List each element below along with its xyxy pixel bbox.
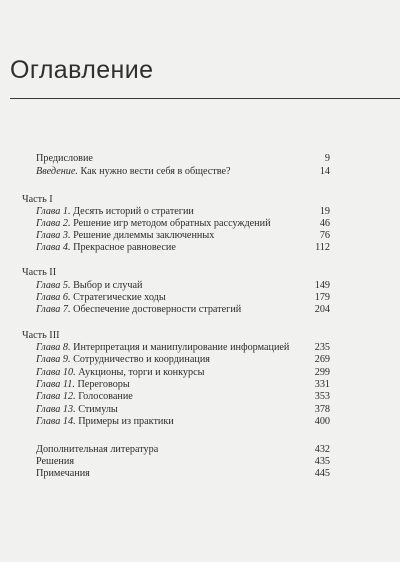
toc-page-number: 331 (314, 379, 330, 390)
toc-page-number: 432 (314, 444, 330, 455)
chapter-prefix: Глава 13. (36, 404, 76, 415)
toc-entry-preface[interactable] (36, 152, 330, 165)
toc-entry-label: Решения (36, 456, 75, 467)
toc-chapter[interactable] (36, 390, 330, 403)
toc-page-number: 19 (319, 206, 330, 217)
toc-page-number: 179 (314, 292, 330, 303)
toc-page-number: 378 (314, 404, 330, 415)
toc-entry-label: Предисловие (36, 153, 93, 164)
chapter-title: Стратегические ходы (70, 292, 166, 303)
chapter-prefix: Глава 11. (36, 379, 75, 390)
toc-page-number: 149 (314, 280, 330, 291)
toc-page-number: 299 (314, 367, 330, 378)
toc-entry-notes[interactable] (36, 467, 330, 480)
chapter-prefix: Глава 1. (36, 206, 71, 217)
toc-page-number: 400 (314, 416, 330, 427)
toc-chapter[interactable] (36, 353, 330, 366)
chapter-prefix: Глава 4. (36, 242, 71, 253)
chapter-prefix: Глава 10. (36, 367, 76, 378)
toc-entry-label: Примечания (36, 468, 90, 479)
part-title: Часть II (22, 267, 57, 278)
toc-page-number: 353 (314, 391, 330, 402)
chapter-title: Переговоры (74, 379, 130, 390)
toc-page-number: 9 (324, 153, 330, 164)
chapter-prefix: Глава 9. (36, 354, 71, 365)
chapter-title: Обеспечение достоверности стратегий (70, 304, 242, 315)
chapter-title: Интерпретация и манипулирование информацией (70, 342, 290, 353)
chapter-title: Десять историй о стратегии (70, 206, 194, 217)
chapter-prefix: Глава 2. (36, 218, 71, 229)
toc-page-number: 14 (319, 166, 330, 177)
chapter-title: Сотрудничество и координация (70, 354, 210, 365)
chapter-title: Прекрасное равновесие (70, 242, 176, 253)
toc-entry-prefix: Введение. (36, 166, 78, 177)
toc-chapter[interactable] (36, 415, 330, 428)
toc-page-number: 76 (319, 230, 330, 241)
chapter-title: Решение дилеммы заключенных (70, 230, 215, 241)
chapter-title: Примеры из практики (75, 416, 174, 427)
chapter-title: Голосование (75, 391, 133, 402)
chapter-prefix: Глава 5. (36, 280, 71, 291)
toc-page-number: 112 (315, 242, 330, 253)
toc-page-number: 46 (319, 218, 330, 229)
toc-page-number: 204 (314, 304, 330, 315)
part-title: Часть I (22, 194, 53, 205)
chapter-prefix: Глава 6. (36, 292, 71, 303)
chapter-prefix: Глава 14. (36, 416, 76, 427)
chapter-prefix: Глава 12. (36, 391, 76, 402)
toc-chapter[interactable] (36, 241, 330, 254)
page-title: Оглавление (10, 56, 154, 84)
toc-chapter[interactable] (36, 303, 330, 316)
toc-entry-label: Как нужно вести себя в обществе? (77, 166, 231, 177)
toc-page-number: 235 (314, 342, 330, 353)
toc-entry-introduction[interactable] (36, 165, 330, 178)
toc-page-number: 269 (314, 354, 330, 365)
chapter-title: Выбор и случай (70, 280, 143, 291)
chapter-title: Аукционы, торги и конкурсы (75, 367, 205, 378)
chapter-prefix: Глава 3. (36, 230, 71, 241)
chapter-title: Стимулы (75, 404, 118, 415)
chapter-title: Решение игр методом обратных рассуждений (70, 218, 271, 229)
chapter-prefix: Глава 8. (36, 342, 71, 353)
toc-page-number: 445 (314, 468, 330, 479)
toc-page-number: 435 (314, 456, 330, 467)
chapter-prefix: Глава 7. (36, 304, 71, 315)
part-title: Часть III (22, 330, 60, 341)
toc-part-heading[interactable] (22, 266, 330, 279)
toc-entry-label: Дополнительная литература (36, 444, 159, 455)
